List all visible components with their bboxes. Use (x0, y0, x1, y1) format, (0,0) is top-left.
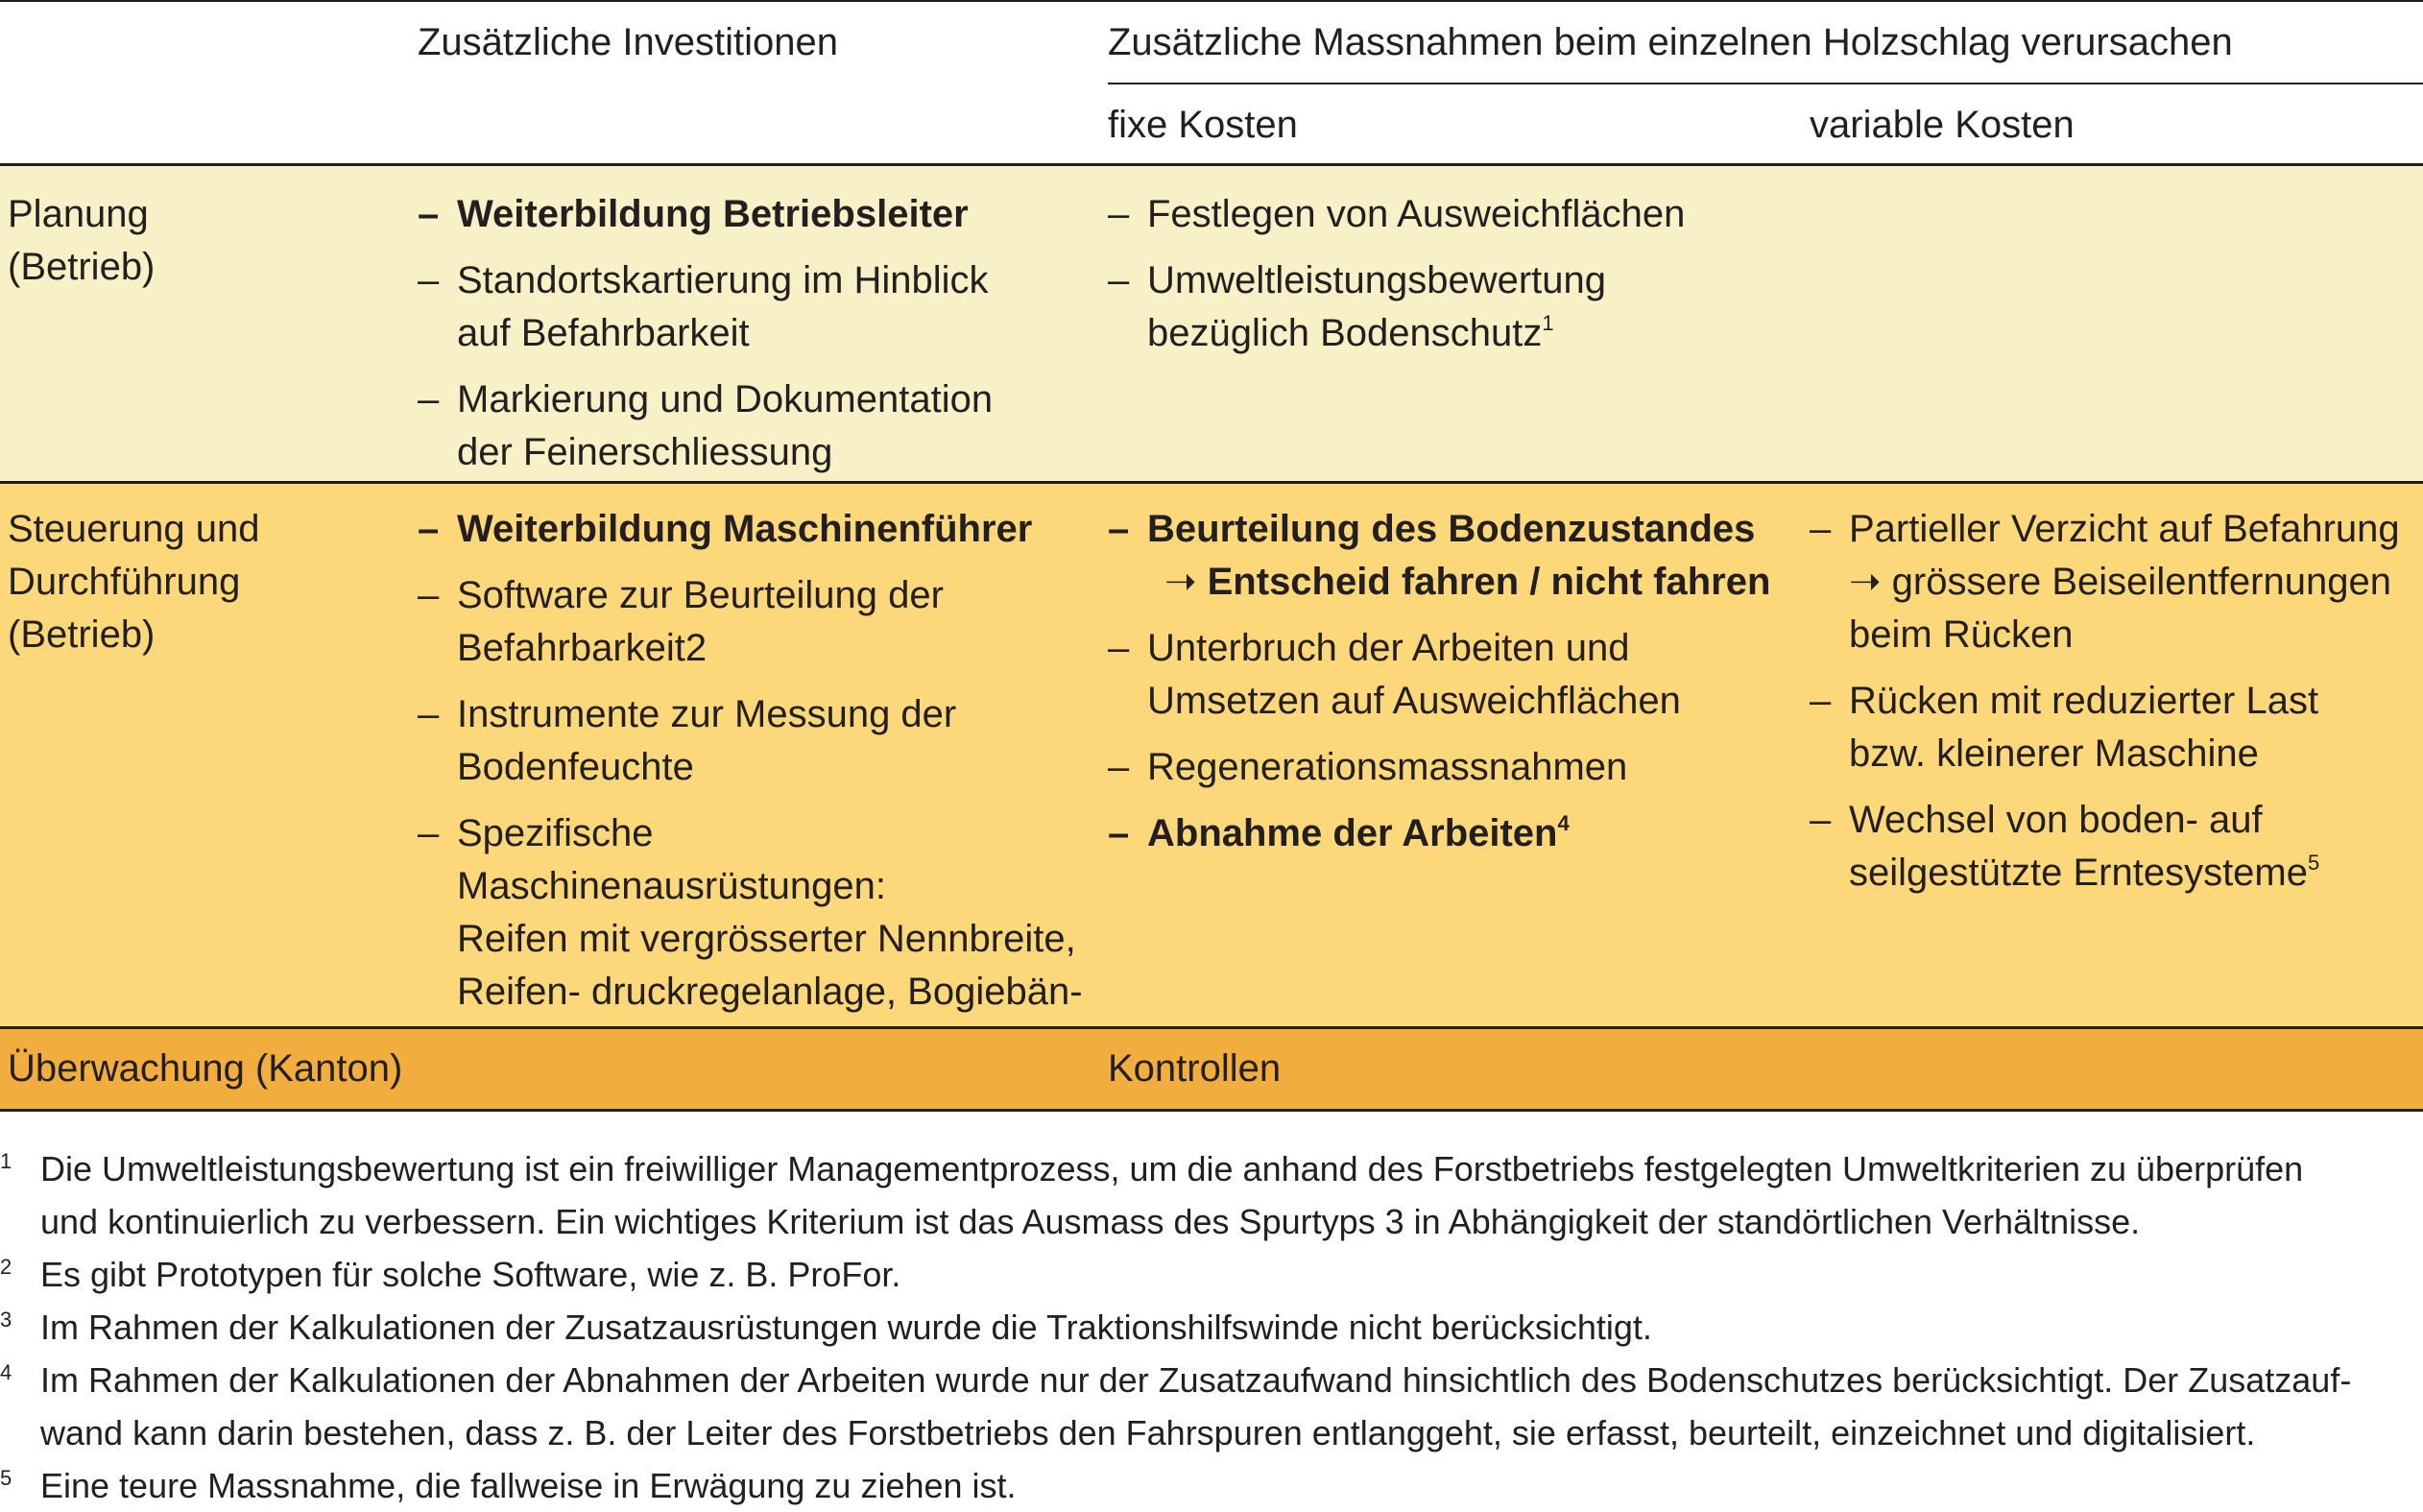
row-ueberwachung (0, 1029, 2423, 1112)
list-item: – Partieller Verzicht auf Befahrung ➝ grössere Beiseilentfernungen beim Rücken (1810, 503, 2414, 661)
steuerung-investitionen (418, 503, 1090, 1085)
list-item: – Festlegen von Ausweichflächen (1108, 188, 1799, 241)
list-item: – Markierung und Dokumentation der Feinerschliessung (418, 373, 1090, 479)
footnote-1: 1 Die Umweltleistungsbewertung ist ein freiwilliger Managementprozess, um die anhand des Forstbetriebs festgelegten Umweltkriterien zu überprüfen und kontinuierlich zu verbessern. Ein wichtiges Kriterium ist das Ausmass des Spurtyps 3 in Abhängigkeit der standörtlichen Verhältnisse. (0, 1149, 2304, 1241)
list-item: – Software zur Beurteilung der Befahrbarkeit2 (418, 569, 1090, 675)
footnotes (0, 1142, 2410, 1512)
header-fixe-kosten: fixe Kosten (1108, 104, 1298, 146)
header-sub-rule (1108, 83, 2423, 84)
steuerung-fixe-kosten (1108, 503, 1799, 874)
footnote-ref: 4 (1557, 811, 1570, 835)
list-item: – Rücken mit reduzierter Last bzw. kleinerer Maschine (1810, 675, 2414, 780)
table-top-rule (0, 0, 2423, 2)
footnote-2: 2 Es gibt Prototypen für solche Software, wie z. B. ProFor. (0, 1255, 901, 1294)
list-item: – Abnahme der Arbeiten$^4$ (1108, 807, 1799, 860)
row-label-ueberwachung: Überwachung (Kanton) (8, 1047, 403, 1090)
list-item: – Wechsel von boden- auf seilgestützte Erntesysteme$^5$ (1810, 794, 2414, 900)
list-item: – Instrumente zur Messung der Bodenfeuchte (418, 688, 1090, 794)
row-label-planung: Planung (Betrieb) (8, 193, 156, 288)
list-item: – Unterbruch der Arbeiten und Umsetzen auf Ausweichflächen (1108, 622, 1799, 728)
header-variable-kosten: variable Kosten (1810, 104, 2075, 146)
footnote-3: 3 Im Rahmen der Kalkulationen der Zusatzausrüstungen wurde die Traktionshilfswinde nicht berücksichtigt. (0, 1308, 1652, 1347)
steuerung-variable-kosten (1810, 503, 2414, 913)
footnote-5: 5 Eine teure Massnahme, die fallweise in Erwägung zu ziehen ist. (0, 1466, 1017, 1505)
planung-investitionen (418, 188, 1090, 492)
row-label-steuerung: Steuerung und Durchführung (Betrieb) (8, 508, 260, 656)
ueberwachung-massnahme: Kontrollen (1108, 1047, 1282, 1090)
row-planung (0, 163, 2423, 484)
footnote-ref: 1 (1542, 311, 1554, 335)
header-massnahmen: Zusätzliche Massnahmen beim einzelnen Holzschlag verursachen (1108, 21, 2233, 63)
list-item: – Standortskartierung im Hinblick auf Befahrbarkeit (418, 254, 1090, 360)
list-item: – Regenerationsmassnahmen (1108, 741, 1799, 794)
list-item: – Beurteilung des Bodenzustandes ➝ Entscheid fahren / nicht fahren (1108, 503, 1799, 609)
header-investitionen: Zusätzliche Investitionen (418, 21, 839, 63)
planung-fixe-kosten (1108, 188, 1799, 373)
list-item: – Spezifische Maschinenausrüstungen: Reifen mit vergrösserter Nennbreite, Reifen- druckregelanlage, Bogiebän- (418, 807, 1090, 1071)
row-steuerung (0, 484, 2423, 1029)
list-item: – Umweltleistungsbewertung bezüglich Bodenschutz$^1$ (1108, 254, 1799, 360)
list-item: – Weiterbildung Maschinenführer (418, 503, 1090, 556)
footnote-ref: 5 (2308, 851, 2320, 875)
list-item: – Weiterbildung Betriebsleiter (418, 188, 1090, 241)
footnote-4: 4 Im Rahmen der Kalkulationen der Abnahmen der Arbeiten wurde nur der Zusatzaufwand hinsichtlich des Bodenschutzes berücksichtigt. Der Zusatzauf- wand kann darin bestehen, dass z. B. der Leiter des Forstbetriebs den Fahrspuren entlanggeht, sie erfasst, beurteilt, einzeichnet und digitalisiert. (0, 1360, 2352, 1452)
